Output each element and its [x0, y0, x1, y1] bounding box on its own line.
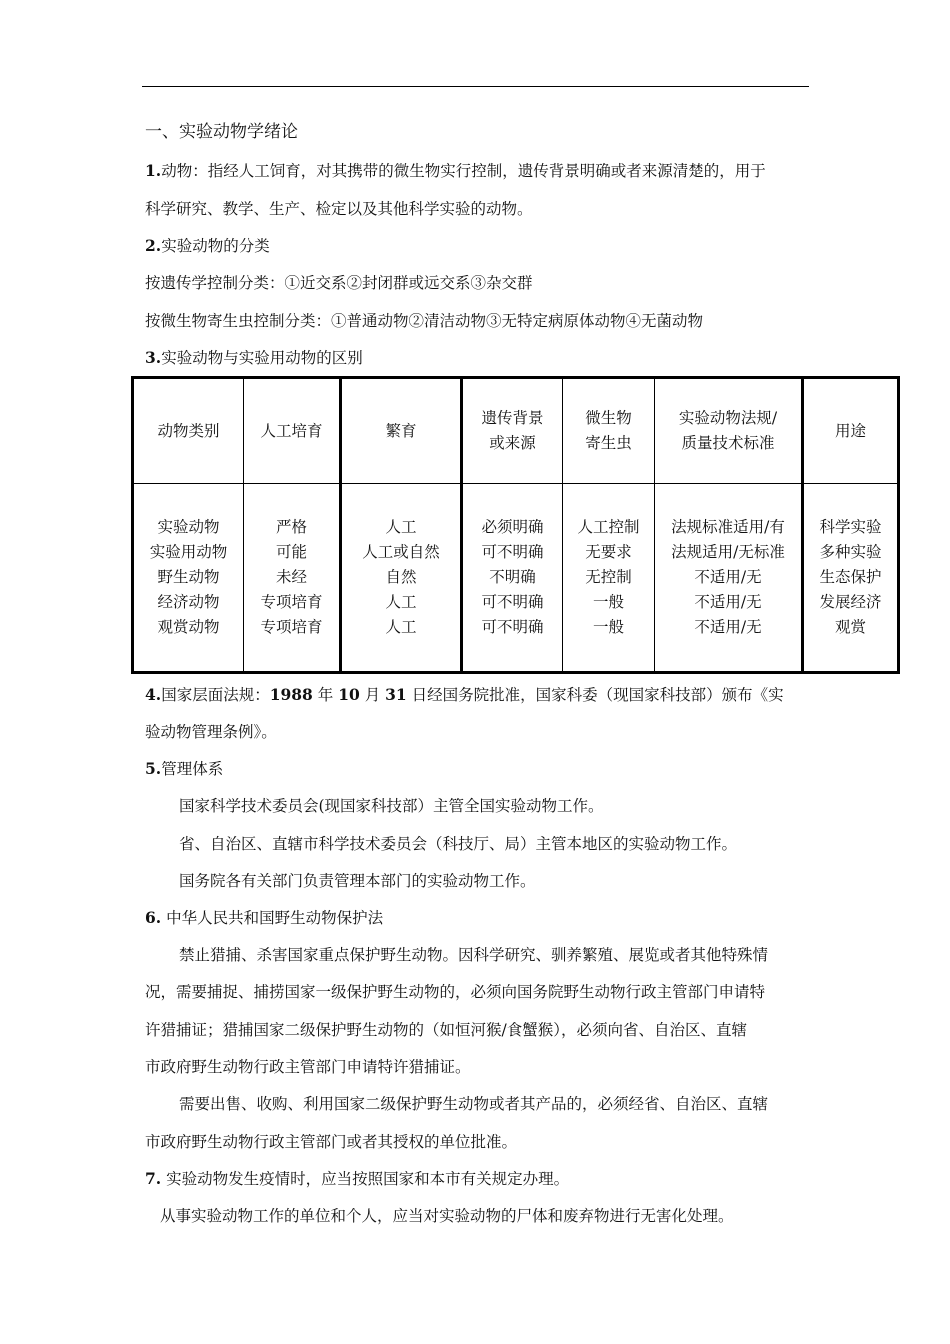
- table-cell: 可不明确: [481, 593, 544, 611]
- table-cell: 野生动物: [157, 568, 220, 586]
- s7-title: [145, 1169, 569, 1189]
- genetics-column: [462, 484, 563, 673]
- s5-para3: 国务院各有关部门负责管理本部门的实验动物工作。: [179, 872, 536, 890]
- table-cell: 一般: [592, 593, 624, 611]
- s7-number: 7.: [145, 1169, 162, 1188]
- header-rule: [142, 86, 809, 87]
- table-cell: 未经: [275, 568, 307, 586]
- table-cell: 观赏动物: [157, 618, 220, 636]
- s5-number: 5.: [145, 759, 162, 778]
- s4-line1: [145, 685, 784, 705]
- header-label: 遗传背景: [481, 409, 544, 427]
- s5-para1: 国家科学技术委员会(现国家科技部）主管全国实验动物工作。: [179, 797, 604, 815]
- s5-para2: 省、自治区、直辖市科学技术委员会（科技厅、局）主管本地区的实验动物工作。: [179, 835, 738, 853]
- table-cell: 不适用/无: [694, 593, 762, 611]
- s6-line1: 禁止猎捕、杀害国家重点保护野生动物。因科学研究、驯养繁殖、展览或者其他特殊情: [179, 946, 769, 964]
- header-cell: [462, 378, 563, 484]
- table-cell: 自然: [385, 568, 417, 586]
- comparison-table: [131, 376, 900, 674]
- table-cell: 经济动物: [157, 593, 220, 611]
- table-cell: 专项培育: [260, 618, 323, 636]
- header-label: 繁育: [385, 421, 417, 440]
- table-header-row: [133, 378, 899, 484]
- s4-number: 4.: [145, 685, 162, 704]
- s2-title: [145, 236, 270, 256]
- table-cell: 实验动物: [157, 518, 220, 536]
- header-label: 寄生虫: [585, 434, 632, 452]
- table-cell: 法规适用/无标准: [671, 543, 785, 561]
- header-cell: [244, 378, 341, 484]
- s5-title-text: 管理体系: [161, 760, 224, 778]
- table-cell: 可不明确: [481, 618, 544, 636]
- s4-text: 国家层面法规：: [161, 686, 270, 704]
- s4-month: 10: [338, 685, 360, 704]
- table-cell: 科学实验: [819, 518, 882, 536]
- table-cell: 实验用动物: [149, 543, 228, 561]
- s6-number: 6.: [145, 908, 162, 927]
- table-body-row: [133, 484, 899, 673]
- s4-line2: 验动物管理条例》。: [145, 723, 277, 741]
- s5-title: [145, 759, 223, 779]
- table-cell: 可能: [275, 543, 307, 561]
- s6-line3: 许猎捕证；猎捕国家二级保护野生动物的（如恒河猴/食蟹猴），必须向省、自治区、直辖: [145, 1021, 747, 1039]
- header-label: 人工培育: [260, 421, 323, 440]
- table-cell: 人工: [385, 618, 417, 636]
- header-cell: [655, 378, 803, 484]
- table-cell: 不适用/无: [694, 568, 762, 586]
- microbe-column: [563, 484, 655, 673]
- s2-title-text: 实验动物的分类: [161, 237, 270, 255]
- table-cell: 无控制: [585, 568, 632, 586]
- table-cell: 可不明确: [481, 543, 544, 561]
- s1-number: 1.: [145, 161, 162, 180]
- s1-line2: 科学研究、教学、生产、检定以及其他科学实验的动物。: [145, 200, 533, 218]
- header-label: 微生物: [585, 409, 632, 427]
- s6-title-text: 中华人民共和国野生动物保护法: [166, 909, 384, 927]
- table-cell: 人工控制: [577, 518, 640, 536]
- category-column: [133, 484, 244, 673]
- s3-title: [145, 348, 363, 368]
- s7-line2: 从事实验动物工作的单位和个人，应当对实验动物的尸体和废弃物进行无害化处理。: [160, 1207, 734, 1225]
- table-cell: 不适用/无: [694, 618, 762, 636]
- header-cell: [133, 378, 244, 484]
- s2-microbial: 按微生物寄生虫控制分类：①普通动物②清洁动物③无特定病原体动物④无菌动物: [145, 312, 704, 330]
- s4-text: 日经国务院批准，国家科委（现国家科技部）颁布《实: [406, 686, 784, 704]
- s4-text: 年: [312, 686, 339, 704]
- s6-line4: 市政府野生动物行政主管部门申请特许猎捕证。: [145, 1058, 471, 1076]
- breeding-column: [244, 484, 341, 673]
- s4-year: 1988: [269, 685, 313, 704]
- table-cell: 发展经济: [819, 593, 882, 611]
- header-label: 质量技术标准: [681, 434, 775, 452]
- s3-title-text: 实验动物与实验用动物的区别: [161, 349, 363, 367]
- s2-number: 2.: [145, 236, 162, 255]
- table-cell: 观赏: [834, 618, 866, 636]
- table-cell: 必须明确: [481, 518, 544, 536]
- table-cell: 人工: [385, 518, 417, 536]
- header-cell: [563, 378, 655, 484]
- table-cell: 无要求: [585, 543, 632, 561]
- s2-genetic: 按遗传学控制分类：①近交系②封闭群或远交系③杂交群: [145, 274, 533, 292]
- reproduction-column: [341, 484, 462, 673]
- header-label: 或来源: [489, 434, 536, 452]
- s1-text: 动物：指经人工饲育，对其携带的微生物实行控制，遗传背景明确或者来源清楚的，用于: [161, 162, 766, 180]
- table-cell: 多种实验: [819, 543, 882, 561]
- table-cell: 法规标准适用/有: [671, 518, 785, 536]
- header-cell: [341, 378, 462, 484]
- table-cell: 一般: [592, 618, 624, 636]
- table-cell: 人工: [385, 593, 417, 611]
- table-cell: 严格: [275, 518, 307, 536]
- s7-title-text: 实验动物发生疫情时，应当按照国家和本市有关规定办理。: [166, 1170, 570, 1188]
- header-label: 动物类别: [157, 421, 220, 440]
- table-cell: 不明确: [489, 568, 536, 586]
- table-cell: 人工或自然: [362, 543, 440, 561]
- table-cell: 专项培育: [260, 593, 323, 611]
- s4-text: 月: [359, 686, 386, 704]
- s6-line5: 需要出售、收购、利用国家二级保护野生动物或者其产品的，必须经省、自治区、直辖: [179, 1095, 769, 1113]
- table-cell: 生态保护: [819, 568, 882, 586]
- s6-line6: 市政府野生动物行政主管部门或者其授权的单位批准。: [145, 1133, 518, 1151]
- s3-number: 3.: [145, 348, 162, 367]
- header-label: 实验动物法规/: [678, 409, 778, 427]
- header-label: 用途: [834, 421, 866, 440]
- usage-column: [803, 484, 899, 673]
- section-heading: 一、实验动物学绪论: [145, 122, 298, 142]
- s6-title: [145, 908, 383, 928]
- s1-line1: [145, 161, 766, 181]
- regulation-column: [655, 484, 803, 673]
- header-cell: [803, 378, 899, 484]
- s4-day: 31: [385, 685, 407, 704]
- s6-line2: 况，需要捕捉、捕捞国家一级保护野生动物的，必须向国务院野生动物行政主管部门申请特: [145, 983, 766, 1001]
